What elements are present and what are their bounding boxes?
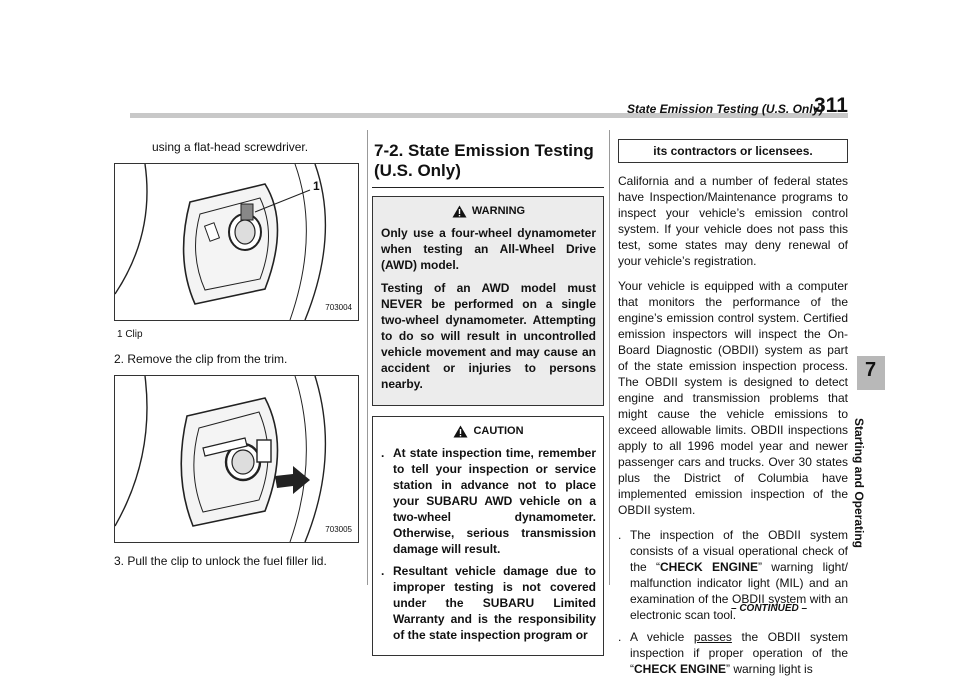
- callout-1: 1: [313, 179, 320, 193]
- caution-continuation-box: its contractors or licensees.: [618, 139, 848, 163]
- caution-bullet: . Resultant vehicle damage due to improper testing is not covered under the SUBARU Limited Warranty and is the responsibility of the state inspection program or: [381, 564, 596, 642]
- warning-label: WARNING: [471, 205, 526, 217]
- warning-paragraph-1: Only use a four-wheel dynamometer when testing an All-Wheel Drive (AWD) model.: [381, 226, 596, 272]
- warning-paragraph-2: Testing of an AWD model must NEVER be performed on a single two-wheel dynamometer. Attempting to do so will result in uncontrolled vehicle movement and may cause an accident or injuries to persons nearby.: [381, 281, 596, 391]
- page-number: 311: [814, 94, 848, 117]
- column-divider-1: [367, 130, 368, 585]
- warning-box: [372, 196, 604, 406]
- bullet-dot: .: [381, 564, 385, 578]
- bullet-dot: .: [381, 446, 385, 460]
- warning-header: [381, 203, 596, 219]
- continued-marker: – CONTINUED –: [731, 603, 808, 614]
- list-item: . A vehicle passes the OBDII system inspection if proper operation of the “CHECK ENGINE” warning light is: [618, 630, 848, 676]
- bullet-dot: .: [618, 528, 622, 542]
- caution-icon: [453, 425, 468, 438]
- intro-text: using a flat-head screwdriver.: [152, 140, 309, 154]
- fuel-lid-illustration-2: [115, 376, 358, 542]
- chapter-number: 7: [865, 359, 877, 381]
- column-2: [372, 139, 604, 666]
- caution-bullet: . At state inspection time, remember to tell your inspection or service station in advance not to place your SUBARU AWD vehicle on a two-wheel dynamometer. Otherwise, serious transmission damage will result.: [381, 446, 596, 556]
- section-title: 7-2. State Emission Testing (U.S. Only): [374, 141, 594, 180]
- step-2: 2. Remove the clip from the trim.: [114, 352, 288, 366]
- figure-code: 703005: [325, 525, 352, 534]
- figure-code: 703004: [325, 303, 352, 312]
- warning-icon: [452, 205, 467, 218]
- bullet-dot: .: [618, 630, 622, 644]
- step-3: 3. Pull the clip to unlock the fuel filler lid.: [114, 554, 327, 568]
- running-header-title: State Emission Testing (U.S. Only): [627, 102, 824, 116]
- figure-caption: 1 Clip: [117, 329, 143, 340]
- column-divider-2: [609, 130, 610, 585]
- figure-clip-location: [114, 163, 359, 321]
- column-3: [618, 139, 848, 683]
- section-rule: [372, 187, 604, 188]
- paragraph-obdii: Your vehicle is equipped with a computer that monitors the performance of the engine’s emission control system. Certified emission inspectors will inspect the On-Board Diagnostic (OBDII) system as part of the state emission inspection process. The OBDII system is designed to detect engine and transmission problems that might cause the vehicle emissions to exceed allowable limits. OBDII inspections apply to all 1996 model year and newer passenger cars and trucks. Over 30 states plus the District of Columbia have implemented emission inspection of the OBDII system.: [618, 279, 848, 517]
- column-1: [114, 139, 358, 577]
- caution-box: [372, 416, 604, 656]
- fuel-lid-illustration-1: [115, 164, 358, 320]
- figure-remove-clip: [114, 375, 359, 543]
- chapter-label: Starting and Operating: [852, 418, 866, 549]
- caution-label: CAUTION: [473, 425, 524, 437]
- paragraph-programs: California and a number of federal states have Inspection/Maintenance programs to inspect your vehicle’s emission control system. If your vehicle does not pass this test, some states may deny renewal of your vehicle’s registration.: [618, 174, 848, 268]
- list-item: . The inspection of the OBDII system consists of a visual operational check of the “CHECK ENGINE” warning light/ malfunction indicator light (MIL) and an examination of the OBDII system with an electronic scan tool.: [618, 528, 848, 622]
- caution-header: [381, 423, 596, 439]
